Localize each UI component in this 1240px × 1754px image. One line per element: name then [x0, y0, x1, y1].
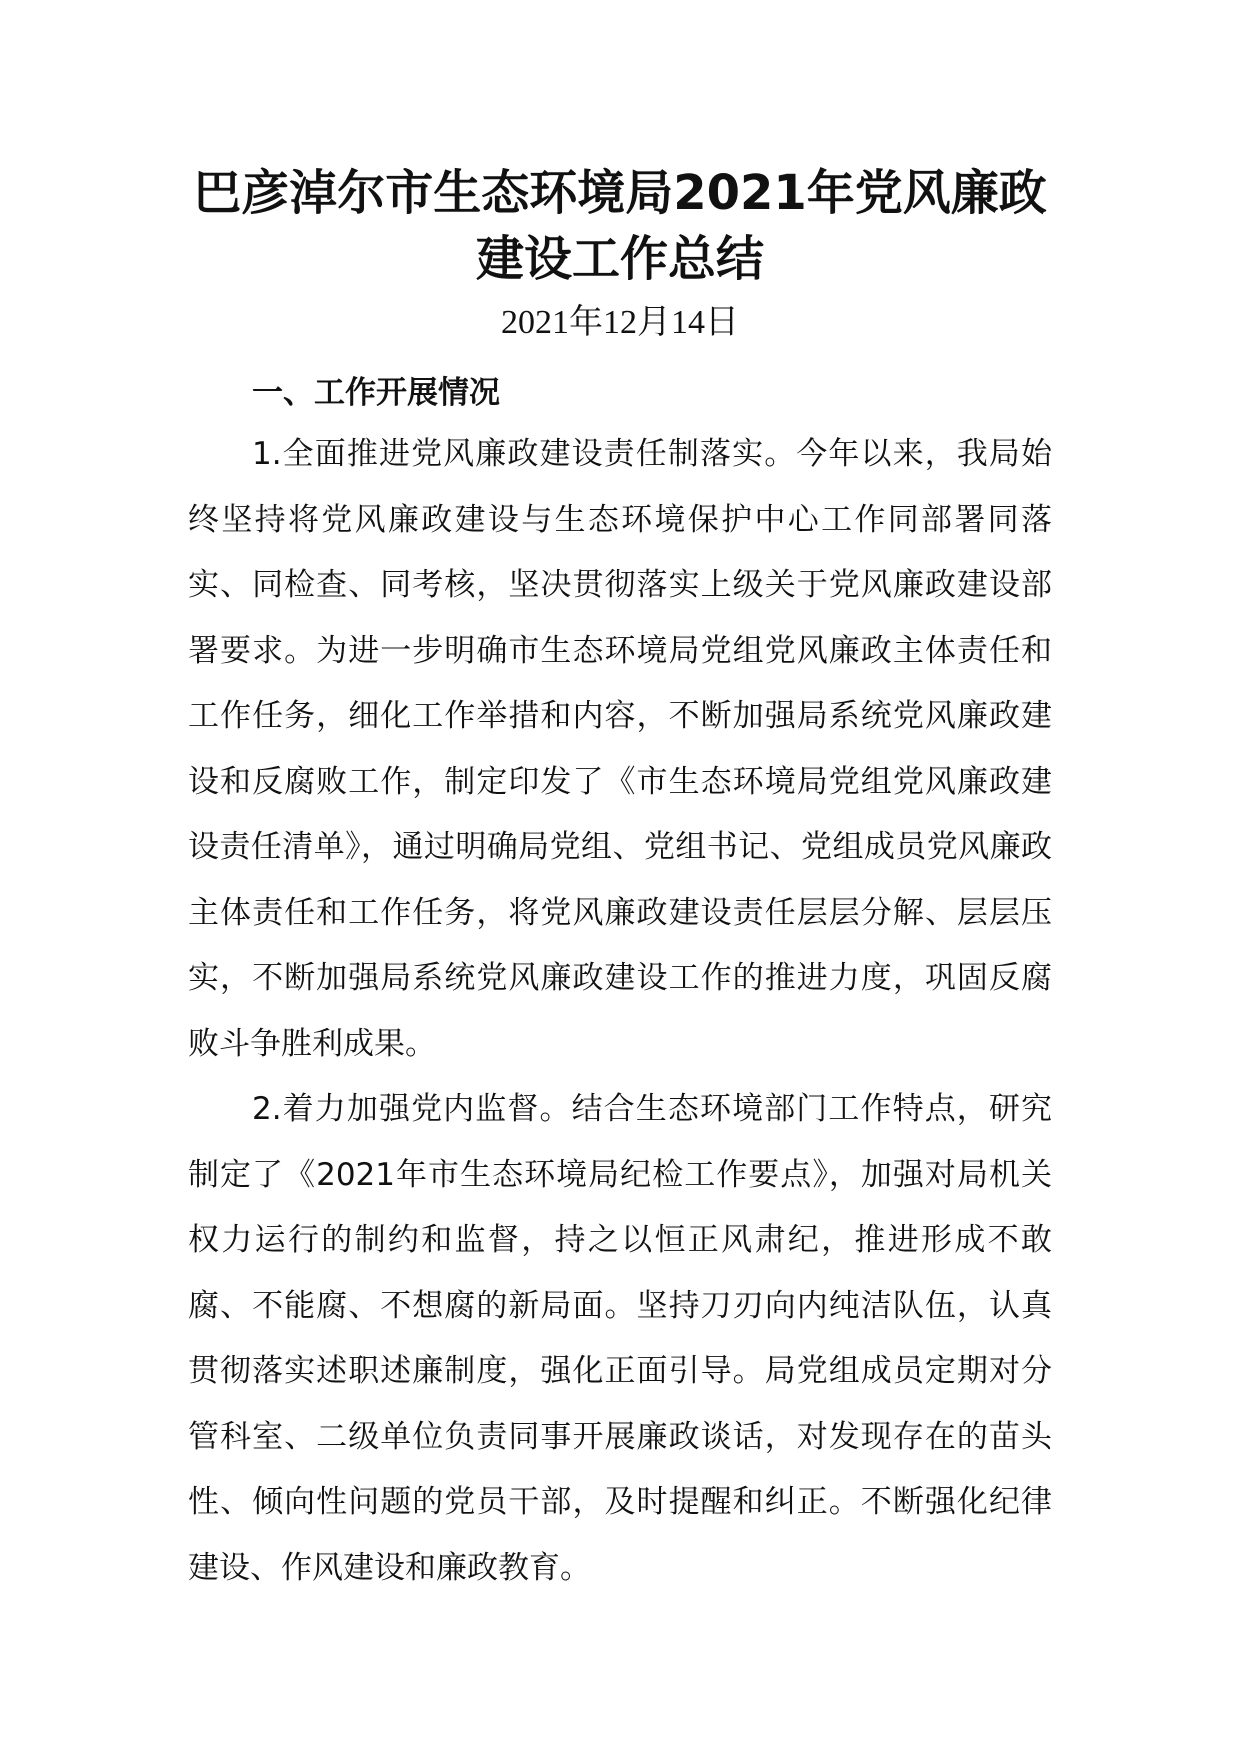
section: [188, 366, 1052, 1601]
paragraph: 1.全面推进党风廉政建设责任制落实。今年以来，我局始终坚持将党风廉政建设与生态环境保护中心工作同部署同落实、同检查、同考核，坚决贯彻落实上级关于党风廉政建设部署要求。为进一步明确市生态环境局党组党风廉政主体责任和工作任务，细化工作举措和内容，不断加强局系统党风廉政建设和反腐败工作，制定印发了《市生态环境局党组党风廉政建设责任清单》，通过明确局党组、党组书记、党组成员党风廉政主体责任和工作任务，将党风廉政建设责任层层分解、层层压实，不断加强局系统党风廉政建设工作的推进力度，巩固反腐败斗争胜利成果。: [188, 436, 1052, 1062]
document-title: 巴彦淖尔市生态环境局2021年党风廉政建设工作总结: [193, 165, 1047, 287]
section-heading: 一、工作开展情况: [252, 375, 500, 411]
document-date: 2021年12月14日: [501, 304, 739, 341]
paragraph: 2.着力加强党内监督。结合生态环境部门工作特点，研究制定了《2021年市生态环境局纪检工作要点》，加强对局机关权力运行的制约和监督，持之以恒正风肃纪，推进形成不敢腐、不能腐、不想腐的新局面。坚持刀刃向内纯洁队伍，认真贯彻落实述职述廉制度，强化正面引导。局党组成员定期对分管科室、二级单位负责同事开展廉政谈话，对发现存在的苗头性、倾向性问题的党员干部，及时提醒和纠正。不断强化纪律建设、作风建设和廉政教育。: [188, 1091, 1052, 1586]
document-body: [188, 160, 1052, 1601]
